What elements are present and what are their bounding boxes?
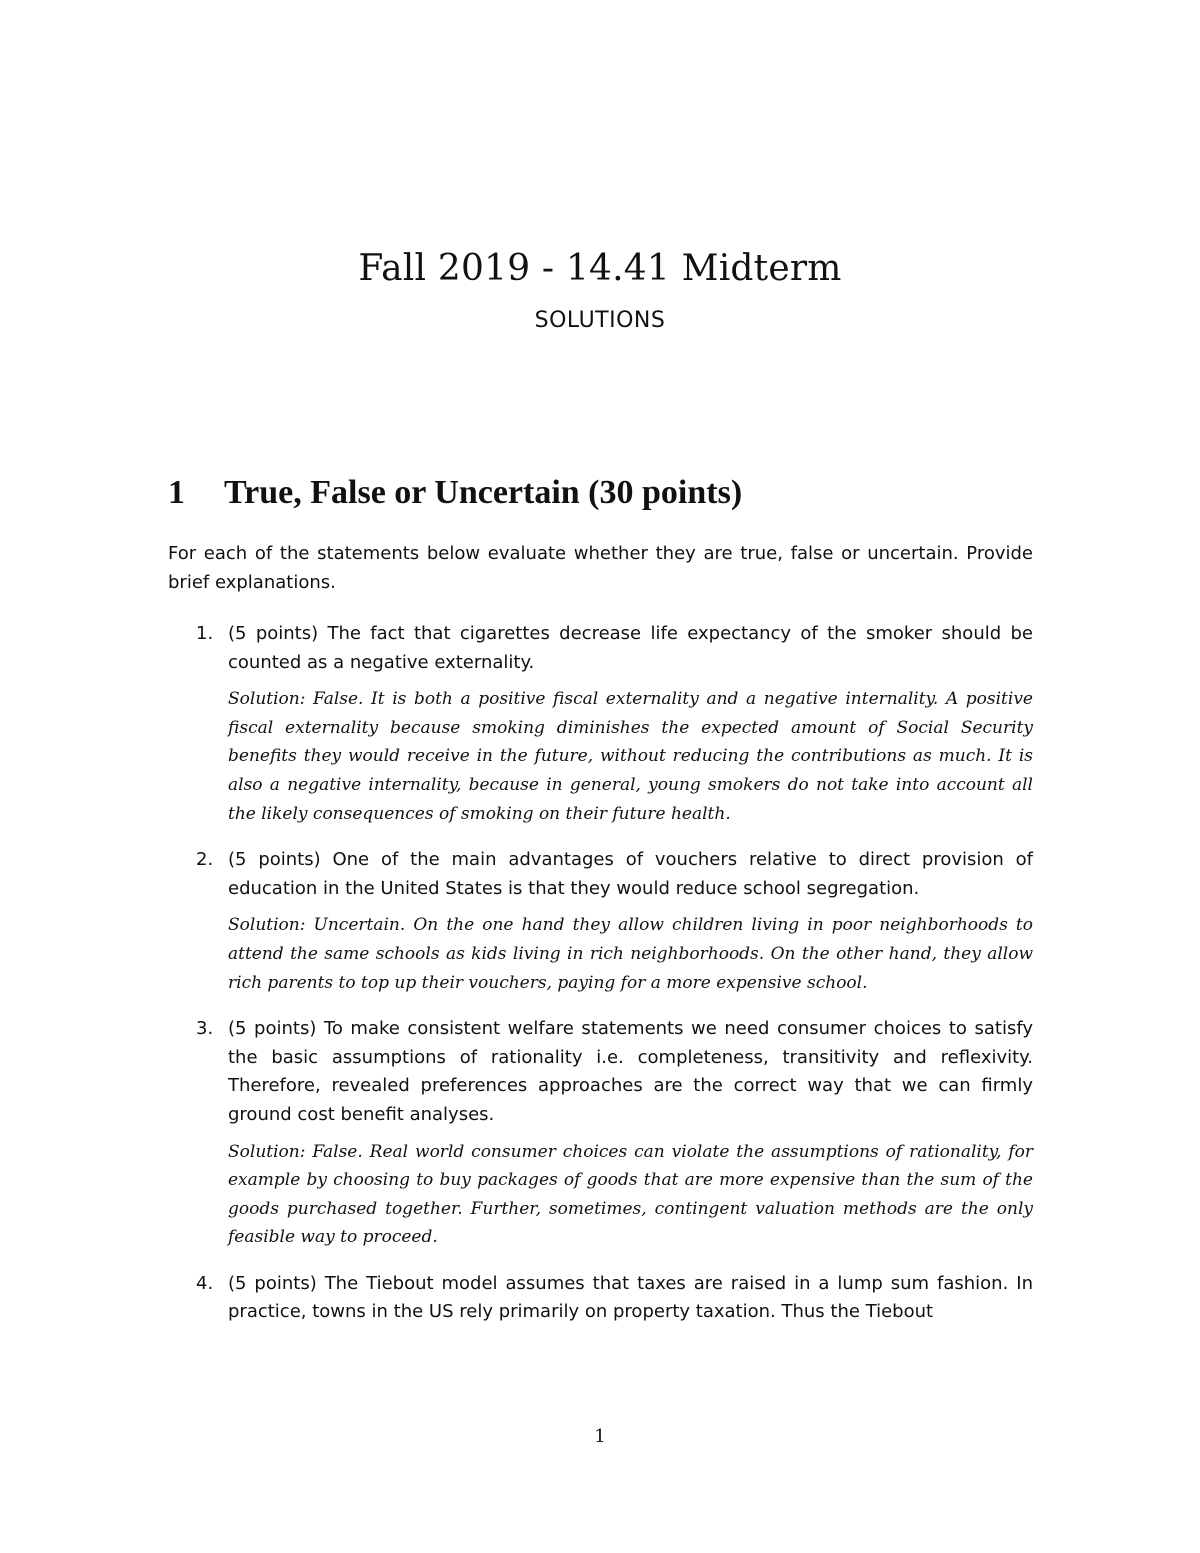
question-number: 4.	[196, 1272, 214, 1294]
section-title: True, False or Uncertain (30 points)	[224, 474, 743, 511]
question-item-3	[168, 1015, 1033, 1252]
question-number: 1.	[196, 623, 214, 644]
question-text: (5 points) To make consistent welfare statements we need consumer choices to satisfy the basic assumptions of rationality i.e. completeness, transitivity and reflexivity. Therefore, revealed preferences approaches are the correct way that we can firmly ground cost benefit analyses.	[228, 1018, 1033, 1125]
question-item-2	[168, 846, 1033, 997]
solution-text: Solution: False. It is both a positive fiscal externality and a negative internality. A positive fiscal externality because smoking diminishes the expected amount of Social Security benefits they would receive in the future, without reducing the contributions as much. It is also a negative internality, because in general, young smokers do not take into account all the likely consequences of smoking on their future health.	[228, 689, 1033, 824]
question-item-4	[168, 1270, 1033, 1327]
question-text: (5 points) The fact that cigarettes decrease life expectancy of the smoker should be counted as a negative externality.	[228, 623, 1033, 673]
document-title: Fall 2019 - 14.41 Midterm	[358, 248, 842, 289]
document-subtitle: SOLUTIONS	[534, 308, 666, 333]
section-number: 1	[168, 474, 185, 511]
solution-text: Solution: False. Real world consumer choices can violate the assumptions of rationality, for example by choosing to buy packages of goods that are more expensive than the sum of the goods purchased together. Further, sometimes, contingent valuation methods are the only feasible way to proceed.	[228, 1141, 1033, 1248]
solution-text: Solution: Uncertain. On the one hand they allow children living in poor neighborhoods to attend the same schools as kids living in rich neighborhoods. On the other hand, they allow rich parents to top up their vouchers, paying for a more expensive school.	[228, 915, 1033, 993]
question-item-1	[168, 620, 1033, 828]
question-text: (5 points) One of the main advantages of vouchers relative to direct provision of education in the United States is that they would reduce school segregation.	[228, 849, 1033, 899]
question-number: 3.	[196, 1018, 214, 1040]
section-heading	[168, 474, 742, 512]
page-number: 1	[594, 1426, 606, 1447]
question-list	[168, 620, 1033, 1345]
section-intro: For each of the statements below evaluate whether they are true, false or uncertain. Provide brief explanations.	[168, 543, 1033, 593]
question-number: 2.	[196, 849, 214, 871]
question-text: (5 points) The Tiebout model assumes that taxes are raised in a lump sum fashion. In practice, towns in the US rely primarily on property taxation. Thus the Tiebout	[228, 1272, 1033, 1323]
